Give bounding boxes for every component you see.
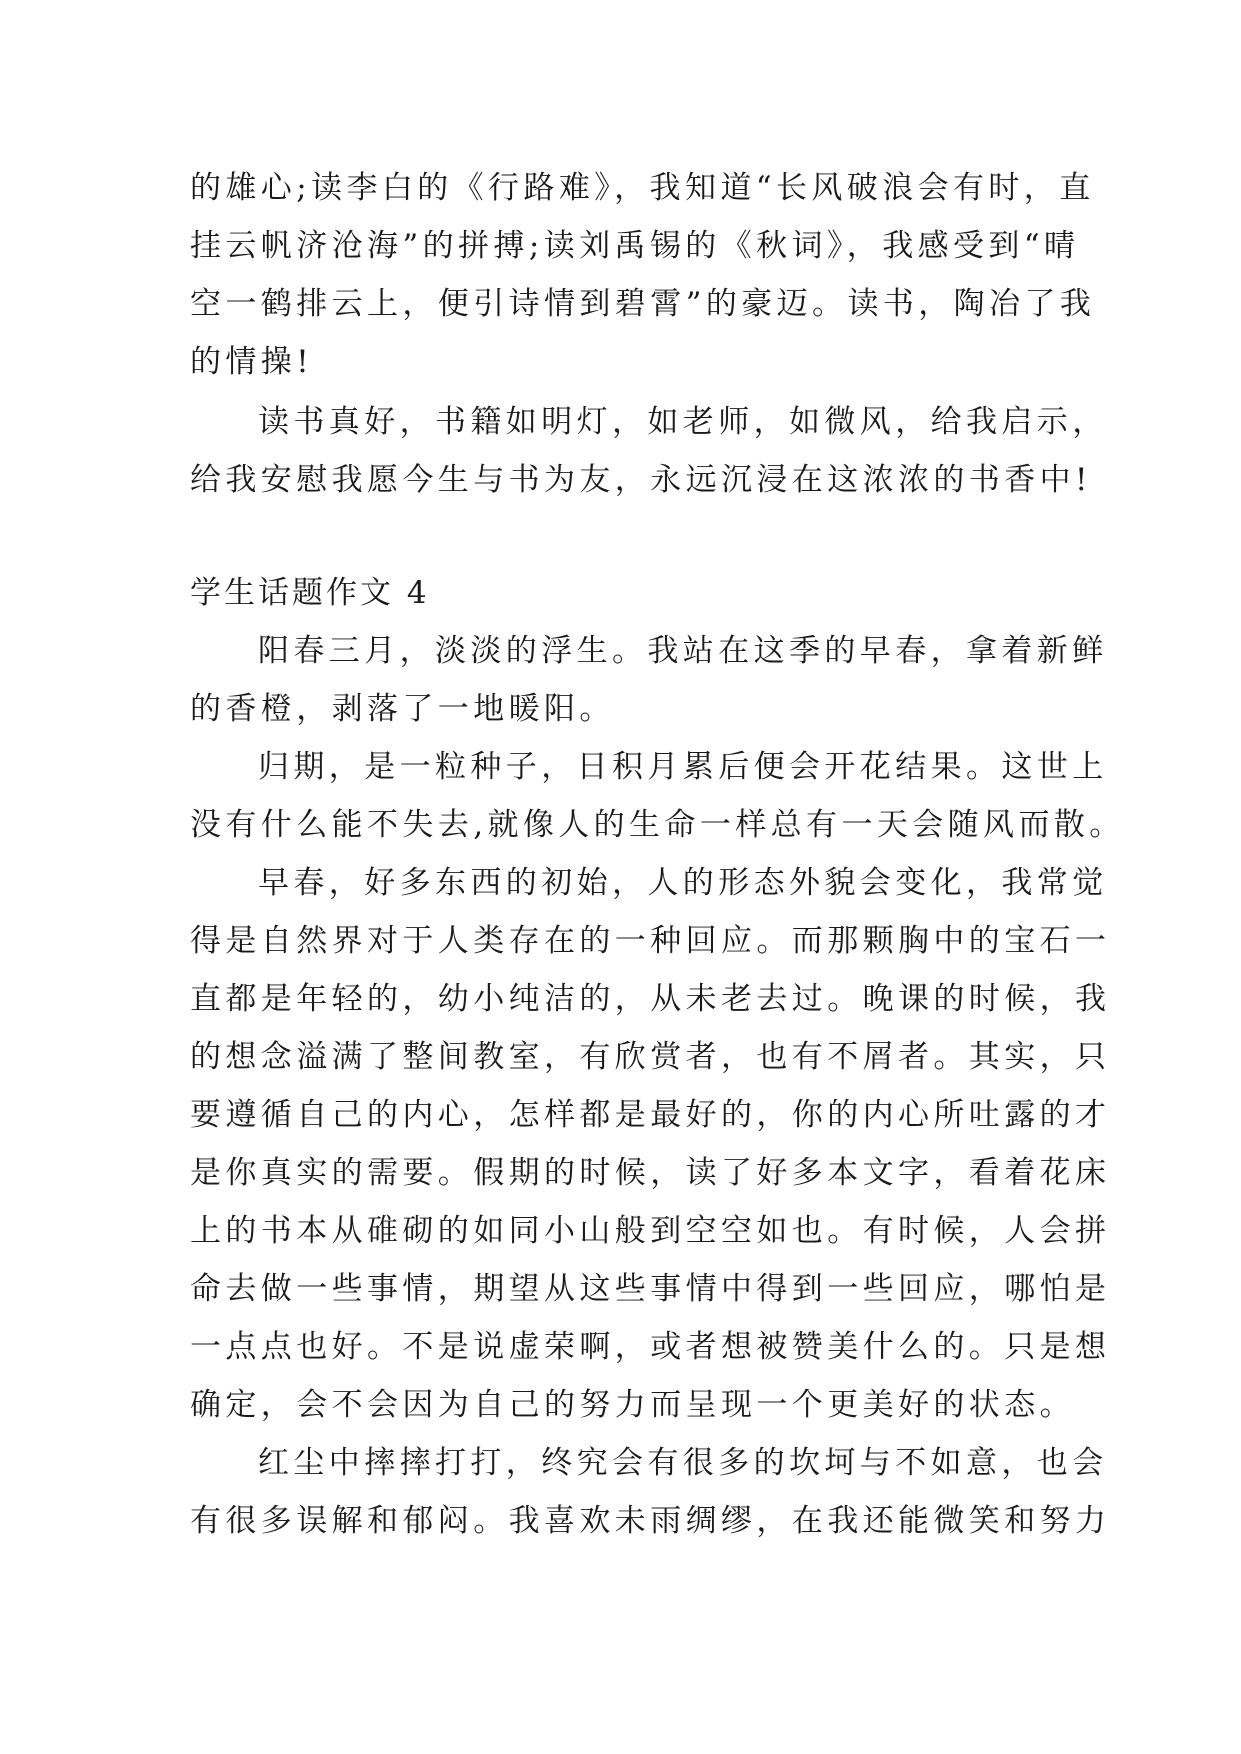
paragraph-start-line: 红尘中摔摔打打，终究会有很多的坎坷与不如意，也会 [258,1445,1108,1481]
text-line: 给我安慰我愿今生与书为友，永远沉浸在这浓浓的书香中! [190,462,1092,498]
text-line: 挂云帆济沧海”的拼搏;读刘禹锡的《秋词》，我感受到“晴 [190,228,1080,264]
text-line: 得是自然界对于人类存在的一种回应。而那颗胸中的宝石一 [190,923,1111,959]
paragraph-start-line: 早春，好多东西的初始，人的形态外貌会变化，我常觉 [258,865,1108,901]
text-line: 的香橙，剥落了一地暖阳。 [190,691,615,727]
text-line: 要遵循自己的内心，怎样都是最好的，你的内心所吐露的才 [190,1097,1111,1133]
paragraph-start-line: 阳春三月，淡淡的浮生。我站在这季的早春，拿着新鲜 [258,633,1108,669]
text-line: 确定，会不会因为自己的努力而呈现一个更美好的状态。 [190,1387,1075,1423]
text-line: 有很多误解和郁闷。我喜欢未雨绸缪，在我还能微笑和努力 [190,1503,1111,1539]
paragraph-start-line: 归期，是一粒种子，日积月累后便会开花结果。这世上 [258,749,1108,785]
text-line: 空一鹤排云上，便引诗情到碧霄”的豪迈。读书，陶冶了我 [190,286,1096,322]
section-heading: 学生话题作文 4 [190,575,430,611]
text-line: 的雄心;读李白的《行路难》，我知道“长风破浪会有时，直 [190,170,1095,206]
text-line: 直都是年轻的，幼小纯洁的，从未老去过。晚课的时候，我 [190,981,1111,1017]
text-line: 没有什么能不失去,就像人的生命一样总有一天会随风而散。 [190,807,1125,843]
text-line: 一点点也好。不是说虚荣啊，或者想被赞美什么的。只是想 [190,1329,1111,1365]
paragraph-start-line: 读书真好，书籍如明灯，如老师，如微风，给我启示， [258,404,1108,440]
text-line: 是你真实的需要。假期的时候，读了好多本文字，看着花床 [190,1155,1111,1191]
text-line: 的想念溢满了整间教室，有欣赏者，也有不屑者。其实，只 [190,1039,1111,1075]
text-line: 上的书本从碓砌的如同小山般到空空如也。有时候，人会拼 [190,1213,1111,1249]
text-line: 的情操! [190,344,314,380]
text-line: 命去做一些事情，期望从这些事情中得到一些回应，哪怕是 [190,1271,1111,1307]
